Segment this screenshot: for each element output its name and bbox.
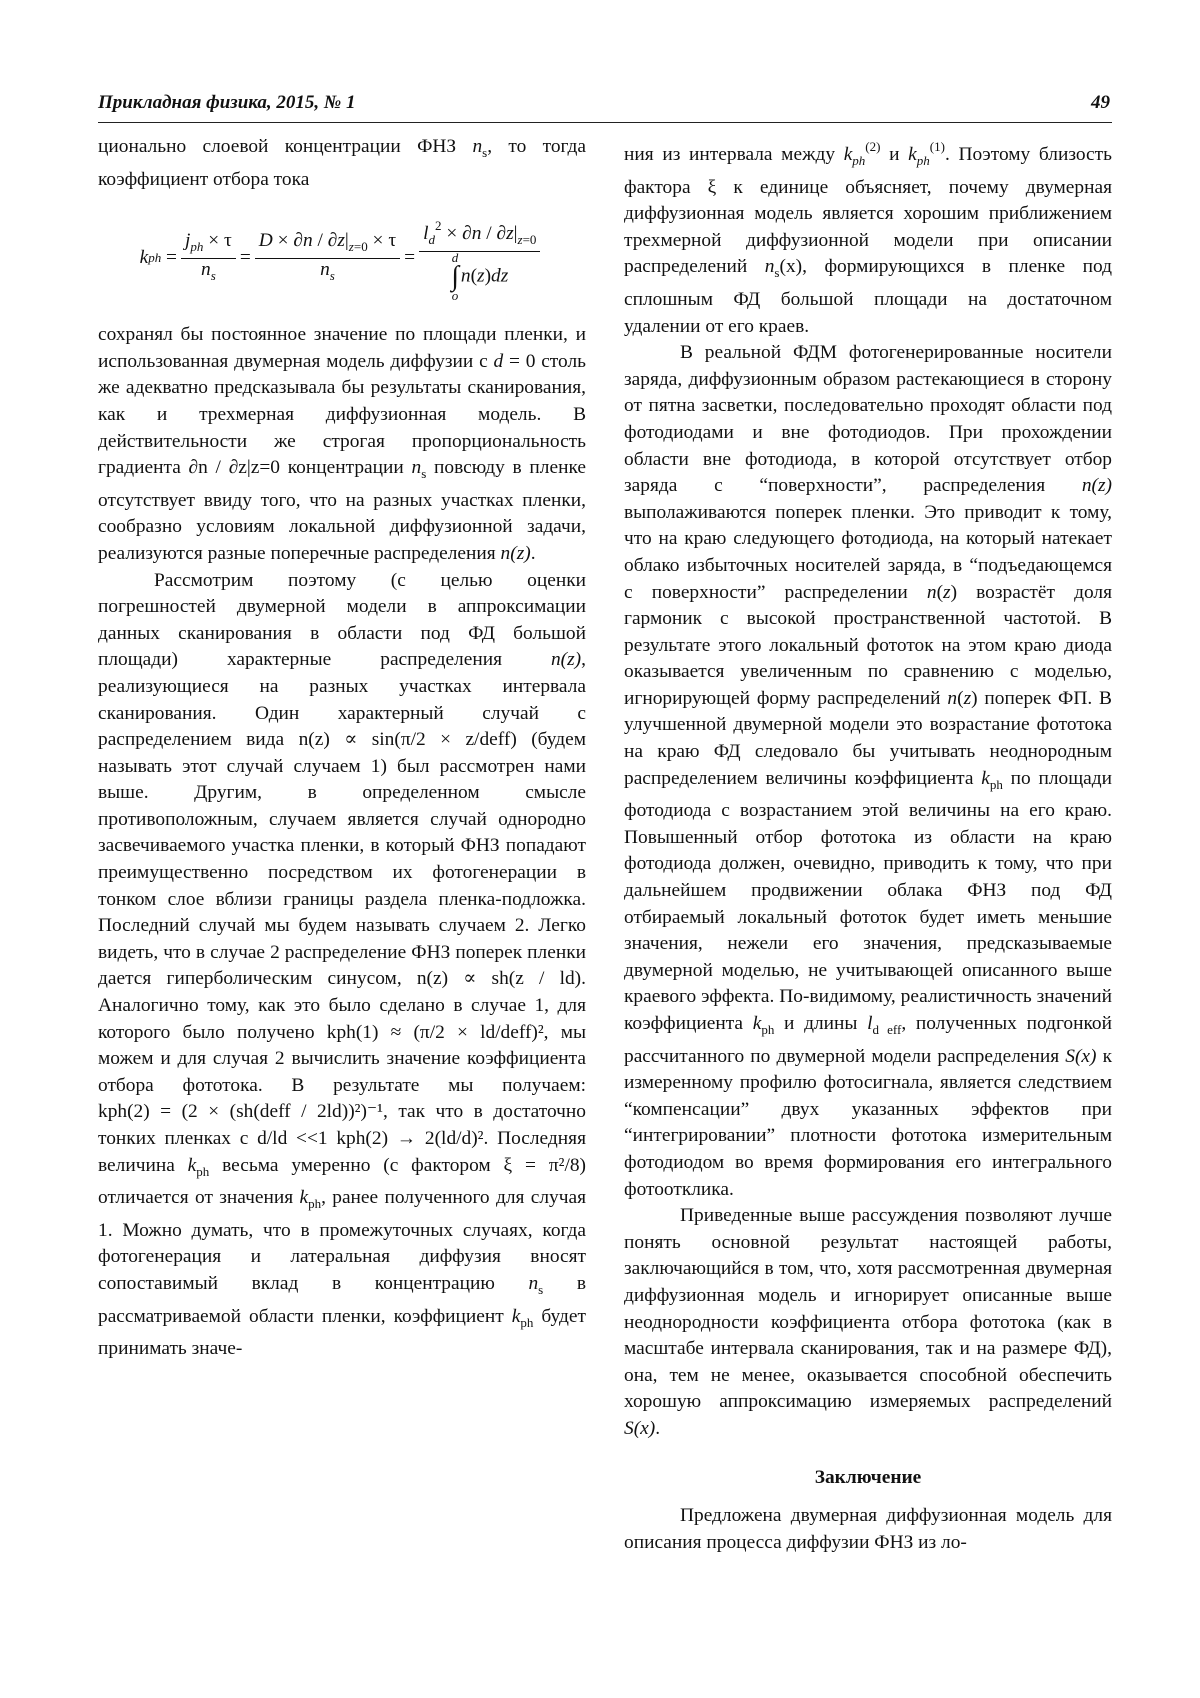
paragraph-r1: ния из интервала между $k_{ph}^{(2)}$ и $k_{ph}^{(1)}$. Поэтому близость фактора ξ к единице объясняет, почему двумерная диффузионная модель является хорошим приближением трехмерной диффузионной модели при описании распределений $n_s(x)$, формирующихся в пленке под сплошным ФД большой площади на достаточном удалении от его краев. xyxy=(624,139,1112,337)
paragraph-r4: Предложена двумерная диффузионная модель для описания процесса диффузии ФНЗ из ло- xyxy=(624,1505,1112,1553)
paragraph-r2: В реальной ФДМ фотогенерированные носители заряда, диффузионным образом растекающиеся в сторону от пятна засветки, последовательно проходят области под фотодиодами и вне фотодиодов. При прохождении области вне фотодиода, в которой отсутствует отбор заряда с “поверхности”, распределения n(z) выполаживаются поперек пленки. Это приводит к тому, что на краю следующего фотодиода, на который натекает облако избыточных носителей заряда, в “подъедающемся с поверхности” распределении n(z) возрастёт доля гармоник с высокой пространственной частотой. В результате этого локальный фототок на этом краю диода оказывается увеличенным по сравнению с моделью, игнорирующей форму распределений n(z) поперек ФП. В улучшенной двумерной модели это возрастание фототока на краю ФД следовало бы учитывать неоднородным распределением величины коэффициента $k_{ph}$ по площади фотодиода с возрастанием этой величины на его краю. Повышенный отбор фототока из области на краю фотодиода должен, очевидно, приводить к тому, что при дальнейшем продвижении облака ФНЗ под ФД отбираемый локальный фототок будет иметь меньшие значения, нежели его значения, предсказываемые двумерной моделью, не учитывающей описанного выше краевого эффекта. По-видимому, реалистичность значений коэффициента $k_{ph}$ и длины $l_{d eff}$, полученных подгонкой рассчитанного по двумерной модели распределения S(x) к измеренному профилю фотосигнала, является следствием “компенсации” двух указанных эффектов при “интегрировании” плотности фототока измерительным фотодиодом во время формирования его интегрального фотоотклика. xyxy=(624,342,1113,1200)
paragraph-3: Рассмотрим поэтому (с целью оценки погрешностей двумерной модели в аппроксимации данных сканирования в области под ФД большой площади) характерные распределения n(z), реализующиеся на разных участках интервала сканирования. Один характерный случай с распределением вида n(z) ∝ sin(π/2 × z/deff) (будем называть этот случай случаем 1) был рассмотрен нами выше. Другим, в определенном смысле противоположным, случаем является случай однородно засвечиваемого участка пленки, в который ФНЗ попадают преимущественно посредством их фотогенерации в тонком слое вблизи границы раздела пленка-подложка. Последний случай мы будем называть случаем 2. Легко видеть, что в случае 2 распределение ФНЗ поперек пленки дается гиперболическим синусом, n(z) ∝ sh(z / ld). Аналогично тому, как это было сделано в случае 1, для которого было получено kph(1) ≈ (π/2 × ld/deff)², мы можем и для случая 2 вычислить значение коэффициента отбора фототока. В результате мы получаем: kph(2) = (2 × (sh(deff / 2ld))²)⁻¹, так что в достаточно тонких пленках с d/ld <<1 kph(2) → 2(ld/d)². Последняя величина $k_{ph}$ весьма умеренно (с фактором ξ = π²/8) отличается от значения $k_{ph}$, ранее полученного для случая 1. Можно думать, что в промежуточных случаях, когда фотогенерация и латеральная диффузия вносят сопоставимый вклад в концентрацию $n_s$ в рассматриваемой области пленки, коэффициент $k_{ph}$ будет принимать значе- xyxy=(98,569,587,1360)
journal-title: Прикладная физика, 2015, № 1 xyxy=(98,92,356,113)
paragraph-2: сохранял бы постоянное значение по площади пленки, и использованная двумерная модель диффузии с d = 0 столь же адекватно предсказывала бы результаты сканирования, как и трехмерная диффузионная модель. В действительности же строгая пропорциональность градиента ∂n / ∂z|z=0 концентрации $n_s$ повсюду в пленке отсутствует ввиду того, что на разных участках пленки, сообразно условиям локальной диффузионной задачи, реализуются разные поперечные распределения n(z). xyxy=(98,324,586,564)
paragraph-r3: Приведенные выше рассуждения позволяют лучше понять основной результат настоящей работы, заключающийся в том, что, хотя рассмотренная двумерная диффузионная модель и игнорирует описанные выше неоднородности коэффициента отбора фототока (как в масштабе интервала сканирования, так и на размере ФД), она, тем не менее, оказывается способной обеспечить хорошую аппроксимацию измеряемых распределений S(x). xyxy=(624,1205,1112,1439)
page-number: 49 xyxy=(1091,92,1110,113)
right-column xyxy=(624,134,1112,1556)
paragraph-1: ционально слоевой концентрации ФНЗ $n_s$, то тогда коэффициент отбора тока xyxy=(98,136,586,190)
equation-kph: k ph = $\frac{j_{ph} \times \tau}{n_s}$ = $\frac{D \times \partial n / \partial z|_{z=0} \times \tau}{n_s}$ = $l_d^2 \times \partial n / \partial z|_{z=0}$ d ∫ o n(z)dz xyxy=(98,215,586,302)
left-column xyxy=(98,134,586,1363)
section-heading: Заключение xyxy=(814,1466,922,1488)
running-header xyxy=(98,92,1112,123)
